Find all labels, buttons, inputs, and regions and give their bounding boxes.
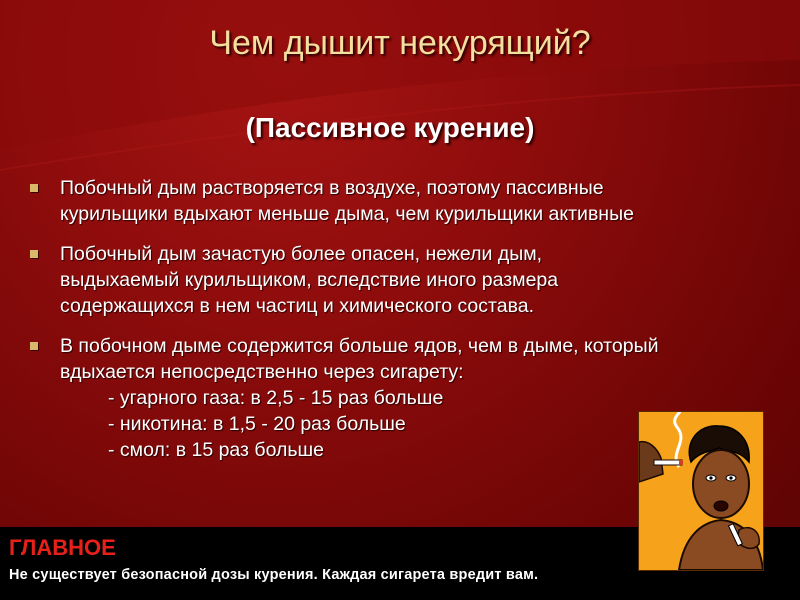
slide-subtitle: (Пассивное курение) xyxy=(245,112,535,143)
square-bullet-icon xyxy=(30,250,38,258)
bullet-line: содержащихся в нем частиц и химического состава. xyxy=(60,295,534,317)
bullet-line: вдыхается непосредственно через сигарету: xyxy=(60,361,464,383)
bullet-subline: - угарного газа: в 2,5 - 15 раз больше xyxy=(108,387,444,409)
square-bullet-icon xyxy=(30,342,38,350)
bullet-line: Побочный дым зачастую более опасен, нежели дым, xyxy=(60,243,543,265)
bullet-subline: - никотина: в 1,5 - 20 раз больше xyxy=(108,413,406,435)
footer-label: ГЛАВНОЕ xyxy=(9,535,116,560)
bullet-item xyxy=(28,175,748,227)
bullet-subline: - смол: в 15 раз больше xyxy=(108,439,325,461)
bullet-line: Побочный дым растворяется в воздухе, поэтому пассивные xyxy=(60,177,604,199)
slide-title: Чем дышит некурящий? xyxy=(209,24,591,62)
bullet-line: курильщики вдыхают меньше дыма, чем курильщики активные xyxy=(60,203,634,225)
footer-text: Не существует безопасной дозы курения. Каждая сигарета вредит вам. xyxy=(9,567,539,583)
smoking-child-icon xyxy=(639,412,763,570)
smoking-child-illustration xyxy=(638,411,764,571)
square-bullet-icon xyxy=(30,184,38,192)
bullet-item xyxy=(28,241,748,319)
bullet-line: В побочном дыме содержится больше ядов, чем в дыме, который xyxy=(60,335,659,357)
bullet-line: выдыхаемый курильщиком, вследствие иного размера xyxy=(60,269,559,291)
